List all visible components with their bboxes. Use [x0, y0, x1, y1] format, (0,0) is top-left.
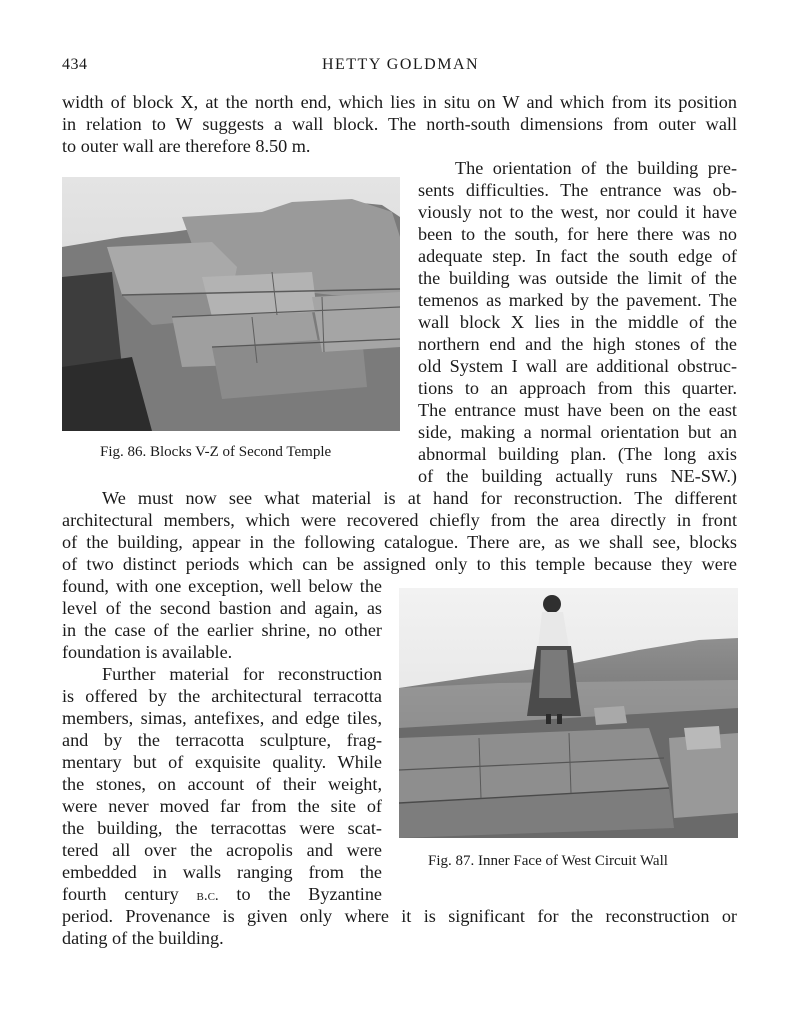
text-line: to outer wall are therefore 8.50 m. [62, 136, 311, 156]
text-line: is offered by the architectural terracotta [62, 686, 382, 706]
text-line: of the building, appear in the following catalogue. There are, as we shall see, blocks [62, 532, 737, 552]
text-line: adequate step. In fact the south edge of [418, 246, 737, 266]
text-line: of the building actually runs NE-SW.) [418, 466, 737, 486]
text-line: northern end and the high stones of the [418, 334, 737, 354]
text-line: tered all over the acropolis and were [62, 840, 382, 860]
text-line: side, making a normal orientation but an [418, 422, 737, 442]
text-line: and by the terracotta sculpture, frag- [62, 730, 382, 750]
text-line: sents difficulties. The entrance was ob- [418, 180, 737, 200]
text-line: architectural members, which were recovered chiefly from the area directly in front [62, 510, 737, 530]
text-line: mentary but of exquisite quality. While [62, 752, 382, 772]
text-line: temenos as marked by the pavement. The [418, 290, 737, 310]
text-line: dating of the building. [62, 928, 224, 948]
text-line: viously not to the west, nor could it have [418, 202, 737, 222]
running-title: HETTY GOLDMAN [321, 56, 480, 73]
text-line: The entrance must have been on the east [418, 400, 737, 420]
text-line: abnormal building plan. (The long axis [418, 444, 737, 464]
text-line: Further material for reconstruction [102, 664, 382, 684]
text-line: tions to an approach from this quarter. [418, 378, 737, 398]
text-line: were never moved far from the site of [62, 796, 382, 816]
text-line: level of the second bastion and again, as [62, 598, 382, 618]
bc-abbreviation: b.c. [196, 888, 219, 904]
text-line: in the case of the earlier shrine, no other [62, 620, 382, 640]
text-line: foundation is available. [62, 642, 233, 662]
figure-87-photo [399, 588, 738, 838]
circuit-wall-photo-illustration [399, 588, 738, 838]
text-fragment: fourth century [62, 884, 197, 904]
text-line: the building, the terracottas were scat- [62, 818, 382, 838]
text-line: members, simas, antefixes, and edge tiles, [62, 708, 382, 728]
figure-86-photo [62, 177, 400, 431]
text-line: The orientation of the building pre- [455, 158, 737, 178]
text-line [62, 884, 382, 906]
text-line: wall block X lies in the middle of the [418, 312, 737, 332]
text-line: the stones, on account of their weight, [62, 774, 382, 794]
text-line: the building was outside the limit of the [418, 268, 737, 288]
figure-87-caption: Fig. 87. Inner Face of West Circuit Wall [428, 853, 668, 869]
page-number: 434 [62, 56, 88, 73]
text-line: been to the south, for here there was no [418, 224, 737, 244]
text-fragment: to the Byzantine [218, 884, 383, 904]
text-line: embedded in walls ranging from the [62, 862, 382, 882]
blocks-photo-illustration [62, 177, 400, 431]
text-line: width of block X, at the north end, which lies in situ on W and which from its position [62, 92, 737, 112]
text-line: period. Provenance is given only where it is significant for the reconstruction or [62, 906, 737, 926]
text-line: We must now see what material is at hand for reconstruction. The different [102, 488, 737, 508]
text-line: in relation to W suggests a wall block. The north-south dimensions from outer wall [62, 114, 737, 134]
text-line: of two distinct periods which can be assigned only to this temple because they were [62, 554, 737, 574]
text-line: found, with one exception, well below the [62, 576, 382, 596]
text-line: old System I wall are additional obstruc- [418, 356, 737, 376]
figure-86-caption: Fig. 86. Blocks V-Z of Second Temple [100, 444, 332, 460]
